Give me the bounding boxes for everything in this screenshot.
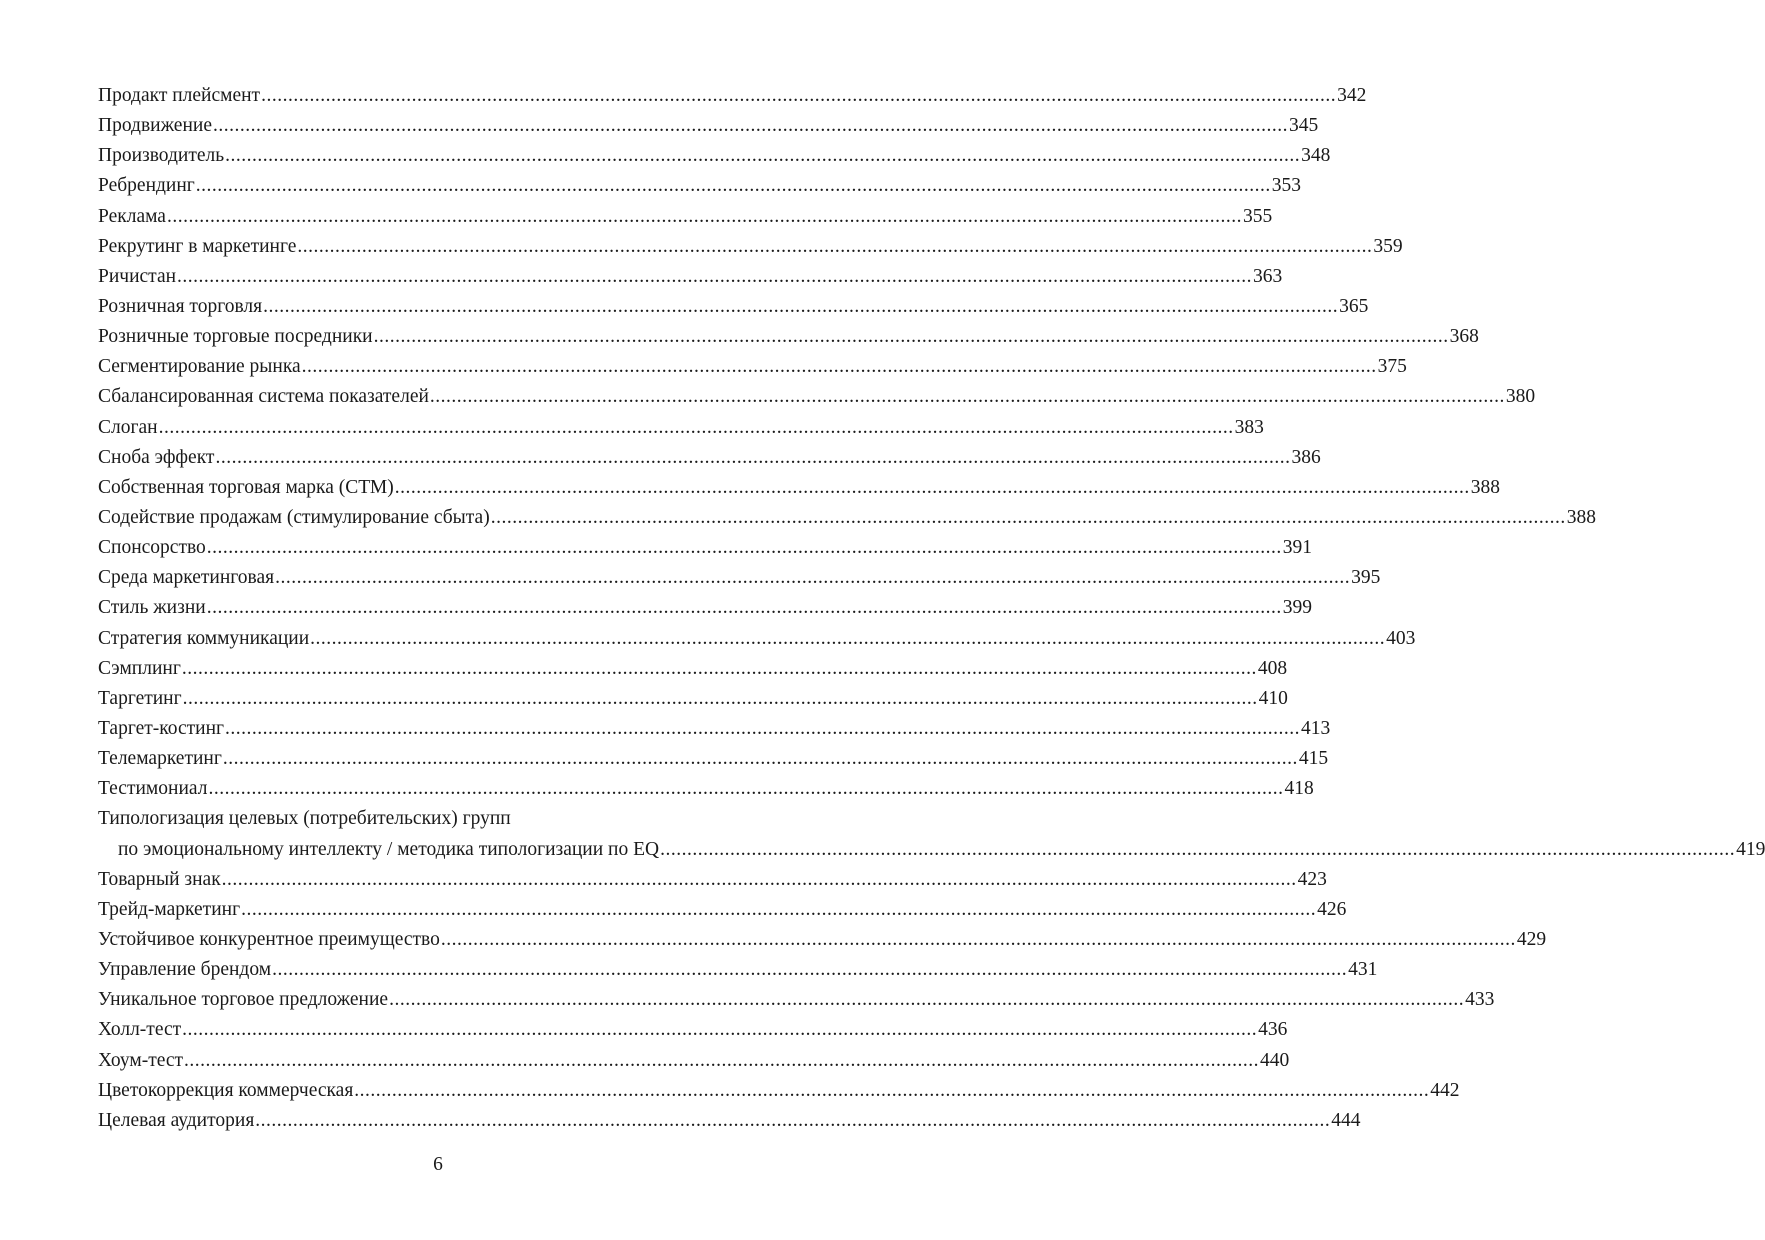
dot-leader: ........................................................................................................................................................................................................	[222, 748, 1298, 770]
toc-entry[interactable]	[98, 443, 1321, 473]
table-of-contents	[98, 81, 1765, 1136]
toc-entry-title: Собственная торговая марка (СТМ)	[98, 476, 394, 498]
dot-leader: ........................................................................................................................................................................................................	[241, 898, 1317, 920]
toc-entry[interactable]	[98, 413, 1264, 443]
toc-entry-page: 386	[1291, 446, 1321, 468]
dot-leader: ........................................................................................................................................................................................................	[310, 627, 1386, 649]
toc-entry[interactable]	[98, 202, 1273, 232]
toc-entry[interactable]	[98, 262, 1283, 292]
toc-entry[interactable]	[98, 292, 1369, 322]
toc-entry[interactable]	[98, 81, 1367, 111]
toc-entry-page: 429	[1516, 928, 1547, 950]
dot-leader: ........................................................................................................................................................................................................	[490, 506, 1566, 528]
toc-entry[interactable]	[98, 654, 1288, 684]
toc-entry-page: 355	[1242, 205, 1273, 227]
toc-entry-title: Спонсорство	[98, 537, 206, 559]
dot-leader: ........................................................................................................................................................................................................	[166, 205, 1242, 227]
toc-entry[interactable]	[98, 111, 1319, 141]
dot-leader: ........................................................................................................................................................................................................	[429, 386, 1505, 408]
dot-leader: ........................................................................................................................................................................................................	[221, 868, 1297, 890]
toc-entry[interactable]	[98, 141, 1331, 171]
toc-entry-page: 426	[1317, 898, 1347, 920]
toc-entry-title: Тестимониал	[98, 778, 208, 800]
toc-entry-title: Управление брендом	[98, 959, 272, 981]
toc-entry[interactable]	[98, 624, 1416, 654]
dot-leader: ........................................................................................................................................................................................................	[215, 446, 1291, 468]
dot-leader: ........................................................................................................................................................................................................	[440, 928, 1516, 950]
toc-entry-page: 363	[1253, 265, 1283, 287]
toc-entry-page: 413	[1301, 717, 1331, 739]
toc-entry-page: 399	[1282, 597, 1312, 619]
toc-entry[interactable]	[98, 322, 1479, 352]
toc-entry[interactable]	[98, 1106, 1361, 1136]
dot-leader: ........................................................................................................................................................................................................	[195, 175, 1271, 197]
toc-entry-title: Уникальное торговое предложение	[98, 989, 389, 1011]
toc-entry-title: Реклама	[98, 205, 166, 227]
dot-leader: ........................................................................................................................................................................................................	[182, 1019, 1258, 1041]
toc-entry-title: Стиль жизни	[98, 597, 206, 619]
toc-entry-title: Розничная торговля	[98, 295, 263, 317]
toc-entry-title: Слоган	[98, 416, 158, 438]
toc-entry-title: Сбалансированная система показателей	[98, 386, 429, 408]
dot-leader: ........................................................................................................................................................................................................	[354, 1079, 1430, 1101]
dot-leader: ........................................................................................................................................................................................................	[373, 326, 1449, 348]
toc-entry[interactable]	[98, 804, 1765, 864]
toc-entry[interactable]	[98, 955, 1378, 985]
toc-entry-page: 391	[1282, 537, 1313, 559]
toc-entry-title: Ребрендинг	[98, 175, 195, 197]
dot-leader: ........................................................................................................................................................................................................	[389, 989, 1465, 1011]
dot-leader: ........................................................................................................................................................................................................	[394, 476, 1470, 498]
toc-entry-title: Стратегия коммуникации	[98, 627, 310, 649]
dot-leader: ........................................................................................................................................................................................................	[225, 145, 1301, 167]
toc-entry[interactable]	[98, 744, 1329, 774]
page-number: 6	[433, 1154, 443, 1175]
toc-entry-title: Устойчивое конкурентное преимущество	[98, 928, 440, 950]
dot-leader: ........................................................................................................................................................................................................	[263, 295, 1339, 317]
dot-leader: ........................................................................................................................................................................................................	[212, 115, 1288, 137]
toc-entry-title: Продвижение	[98, 115, 212, 137]
toc-entry-title: Товарный знак	[98, 868, 221, 890]
toc-entry-page: 348	[1301, 145, 1331, 167]
toc-entry-page: 419	[1736, 838, 1765, 860]
dot-leader: ........................................................................................................................................................................................................	[275, 567, 1351, 589]
toc-entry-page: 388	[1566, 506, 1596, 528]
toc-entry-title: по эмоциональному интеллекту / методика типологизации по EQ	[118, 838, 660, 860]
toc-entry[interactable]	[98, 925, 1547, 955]
toc-entry[interactable]	[98, 473, 1501, 503]
toc-entry[interactable]	[98, 593, 1312, 623]
dot-leader: ........................................................................................................................................................................................................	[255, 1109, 1331, 1131]
toc-entry-page: 375	[1377, 356, 1407, 378]
toc-entry[interactable]	[98, 563, 1381, 593]
toc-entry-page: 383	[1234, 416, 1264, 438]
toc-entry-page: 359	[1373, 235, 1403, 257]
toc-entry-page: 436	[1258, 1019, 1288, 1041]
toc-entry-page: 353	[1271, 175, 1302, 197]
toc-entry[interactable]	[98, 1076, 1460, 1106]
dot-leader: ........................................................................................................................................................................................................	[272, 959, 1348, 981]
toc-entry-page: 408	[1257, 657, 1288, 679]
toc-entry-page: 444	[1331, 1109, 1361, 1131]
dot-leader: ........................................................................................................................................................................................................	[206, 537, 1282, 559]
toc-entry[interactable]	[98, 684, 1288, 714]
toc-entry-title: Производитель	[98, 145, 225, 167]
toc-entry[interactable]	[98, 533, 1313, 563]
dot-leader: ........................................................................................................................................................................................................	[184, 1049, 1260, 1071]
toc-entry[interactable]	[98, 1015, 1288, 1045]
toc-entry-title: Таргет-костинг	[98, 717, 225, 739]
toc-entry-title: Сноба эффект	[98, 446, 215, 468]
toc-entry-page: 418	[1284, 778, 1314, 800]
toc-entry-title: Телемаркетинг	[98, 748, 222, 770]
toc-entry-title: Цветокоррекция коммерческая	[98, 1079, 354, 1101]
dot-leader: ........................................................................................................................................................................................................	[182, 687, 1258, 709]
dot-leader: ........................................................................................................................................................................................................	[208, 778, 1284, 800]
toc-entry-title: Рекрутинг в маркетинге	[98, 235, 297, 257]
dot-leader: ........................................................................................................................................................................................................	[177, 265, 1253, 287]
toc-entry[interactable]	[98, 895, 1347, 925]
toc-entry[interactable]	[98, 352, 1407, 382]
dot-leader: ........................................................................................................................................................................................................	[206, 597, 1282, 619]
toc-entry-page: 342	[1337, 85, 1367, 106]
toc-entry-title: Хоум-тест	[98, 1049, 184, 1071]
toc-entry[interactable]	[98, 865, 1327, 895]
toc-entry-title: Холл-тест	[98, 1019, 182, 1041]
toc-entry[interactable]	[98, 382, 1536, 412]
dot-leader: ........................................................................................................................................................................................................	[261, 85, 1337, 106]
toc-entry-title: Таргетинг	[98, 687, 182, 709]
toc-entry-title: Ричистан	[98, 265, 177, 287]
toc-entry-page: 365	[1339, 295, 1369, 317]
toc-entry[interactable]	[98, 503, 1596, 533]
toc-entry-title: Сэмплинг	[98, 657, 181, 679]
toc-entry-title: Продакт плейсмент	[98, 85, 261, 106]
dot-leader: ........................................................................................................................................................................................................	[225, 717, 1301, 739]
toc-entry-title: Розничные торговые посредники	[98, 326, 373, 348]
toc-entry-title: Сегментирование рынка	[98, 356, 301, 378]
toc-entry[interactable]	[98, 985, 1495, 1015]
toc-entry-page: 388	[1470, 476, 1501, 498]
toc-entry-page: 415	[1298, 748, 1329, 770]
toc-entry-page: 431	[1348, 959, 1378, 981]
toc-entry-title-line1: Типологизация целевых (потребительских) групп	[98, 808, 511, 830]
toc-entry-title: Содействие продажам (стимулирование сбыта)	[98, 506, 490, 528]
toc-entry-page: 423	[1297, 868, 1327, 890]
toc-entry-title: Трейд-маркетинг	[98, 898, 241, 920]
toc-entry-page: 440	[1260, 1049, 1290, 1071]
toc-entry-page: 433	[1465, 989, 1495, 1011]
dot-leader: ........................................................................................................................................................................................................	[297, 235, 1373, 257]
toc-entry[interactable]	[98, 774, 1314, 804]
toc-entry-page: 395	[1351, 567, 1381, 589]
dot-leader: ........................................................................................................................................................................................................	[181, 657, 1257, 679]
toc-entry-page: 345	[1288, 115, 1319, 137]
dot-leader: ........................................................................................................................................................................................................	[301, 356, 1377, 378]
toc-entry[interactable]	[98, 171, 1302, 201]
dot-leader: ........................................................................................................................................................................................................	[660, 838, 1736, 860]
toc-entry-page: 403	[1386, 627, 1416, 649]
toc-entry-page: 410	[1258, 687, 1288, 709]
toc-entry-page: 442	[1430, 1079, 1460, 1101]
toc-entry-page: 368	[1449, 326, 1479, 348]
toc-entry-title: Целевая аудитория	[98, 1109, 255, 1131]
toc-entry[interactable]	[98, 1046, 1290, 1076]
toc-entry-page: 380	[1505, 386, 1536, 408]
toc-entry[interactable]	[98, 232, 1403, 262]
toc-entry-title: Среда маркетинговая	[98, 567, 275, 589]
toc-entry[interactable]	[98, 714, 1331, 744]
dot-leader: ........................................................................................................................................................................................................	[158, 416, 1234, 438]
